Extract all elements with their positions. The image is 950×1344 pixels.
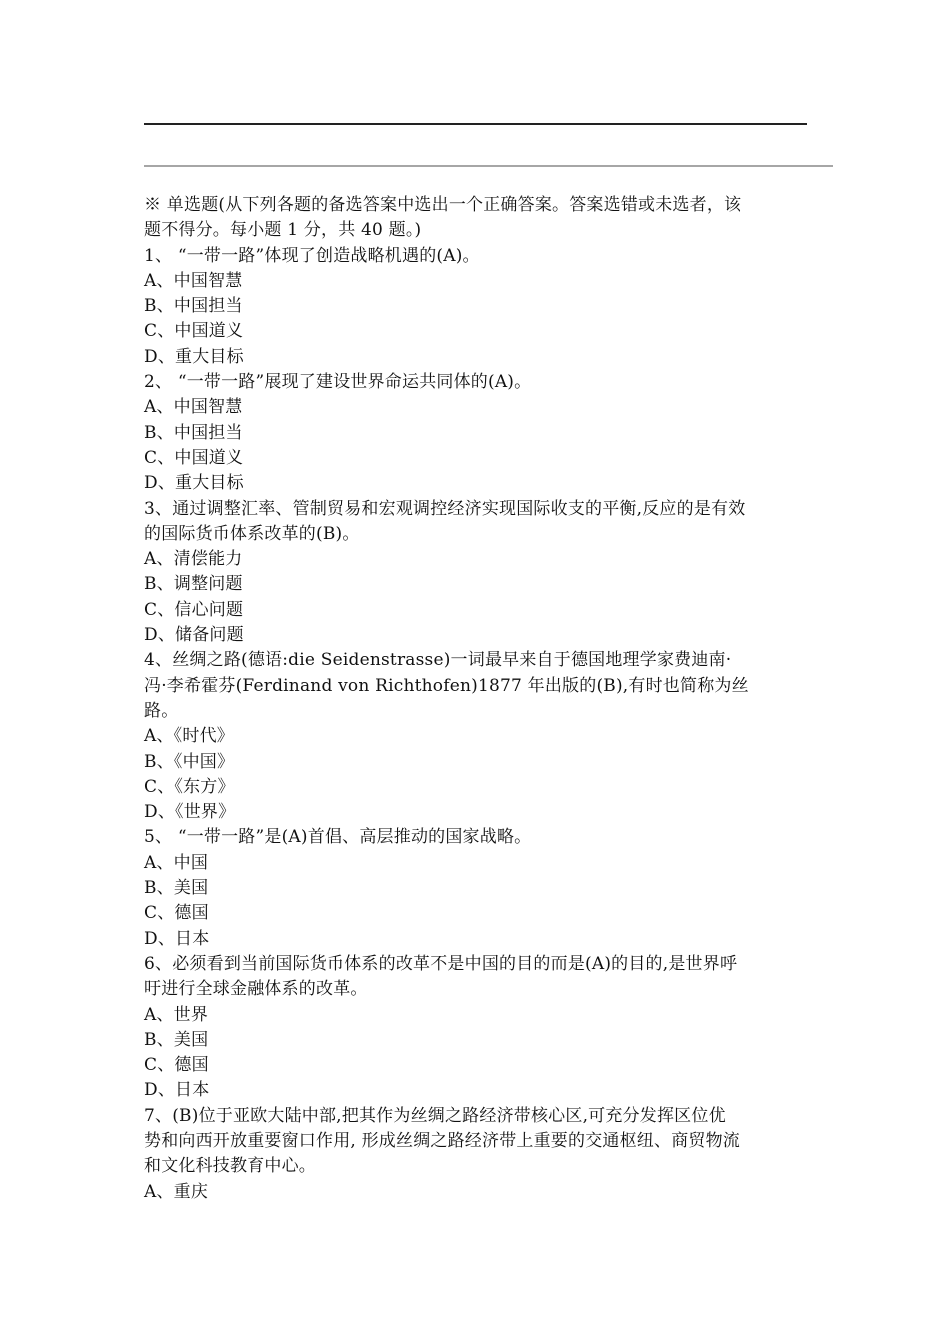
- option-c: C、中国道义: [144, 321, 244, 342]
- question-text: 的国际货币体系改革的(B)。: [144, 523, 360, 544]
- option-c: C、《东方》: [144, 776, 235, 797]
- question-text: 吁进行全球金融体系的改革。: [144, 979, 368, 1000]
- header-rule-grey: [144, 165, 833, 167]
- document-body: [144, 193, 812, 1205]
- intro-text: ※ 单选题(从下列各题的备选答案中选出一个正确答案。答案选错或未选者，该: [144, 195, 742, 215]
- question-text: 7、(B)位于亚欧大陆中部,把其作为丝绸之路经济带核心区,可充分发挥区位优: [144, 1105, 726, 1126]
- question-text: 和文化科技教育中心。: [144, 1156, 316, 1177]
- question-text: 路。: [144, 700, 179, 721]
- option-a: A、中国: [144, 852, 209, 873]
- question-text: 5、 “一带一路”是(A)首倡、高层推动的国家战略。: [144, 827, 532, 848]
- question-5: [144, 825, 812, 951]
- option-c: C、信心问题: [144, 599, 244, 620]
- question-3: [144, 497, 812, 649]
- intro-text: 题不得分。每小题 1 分，共 40 题。): [144, 220, 422, 241]
- question-7: [144, 1104, 812, 1205]
- option-d: D、日本: [144, 1080, 210, 1101]
- option-a: A、清偿能力: [144, 549, 243, 570]
- option-b: B、《中国》: [144, 751, 235, 772]
- option-d: D、重大目标: [144, 346, 244, 367]
- question-4: [144, 648, 812, 825]
- option-d: D、《世界》: [144, 802, 236, 823]
- question-text: 1、 “一带一路”体现了创造战略机遇的(A)。: [144, 245, 480, 266]
- option-c: C、德国: [144, 903, 209, 924]
- question-6: [144, 952, 812, 1104]
- option-a: A、世界: [144, 1004, 209, 1025]
- option-b: B、中国担当: [144, 296, 243, 317]
- option-c: C、德国: [144, 1055, 209, 1076]
- question-1: [144, 244, 812, 370]
- option-b: B、美国: [144, 1029, 209, 1050]
- option-a: A、重庆: [144, 1181, 209, 1202]
- question-text: 6、必须看到当前国际货币体系的改革不是中国的目的而是(A)的目的,是世界呼: [144, 953, 738, 974]
- question-text: 2、 “一带一路”展现了建设世界命运共同体的(A)。: [144, 372, 532, 393]
- question-text: 冯·李希霍芬(Ferdinand von Richthofen)1877 年出版的(B),有时也简称为丝: [144, 675, 749, 696]
- question-text: 3、通过调整汇率、管制贸易和宏观调控经济实现国际收支的平衡,反应的是有效: [144, 498, 746, 519]
- header-rule: [144, 123, 807, 125]
- option-a: A、《时代》: [144, 726, 234, 747]
- option-b: B、调整问题: [144, 574, 243, 595]
- question-2: [144, 370, 812, 496]
- option-d: D、日本: [144, 928, 210, 949]
- option-a: A、中国智慧: [144, 270, 243, 291]
- option-c: C、中国道义: [144, 447, 244, 468]
- option-b: B、美国: [144, 878, 209, 899]
- option-b: B、中国担当: [144, 422, 243, 443]
- question-text: 势和向西开放重要窗口作用, 形成丝绸之路经济带上重要的交通枢纽、商贸物流: [144, 1130, 741, 1151]
- option-a: A、中国智慧: [144, 397, 243, 418]
- option-d: D、储备问题: [144, 625, 244, 646]
- question-text: 4、丝绸之路(德语:die Seidenstrasse)一词最早来自于德国地理学家费迪南·: [144, 650, 732, 671]
- option-d: D、重大目标: [144, 473, 244, 494]
